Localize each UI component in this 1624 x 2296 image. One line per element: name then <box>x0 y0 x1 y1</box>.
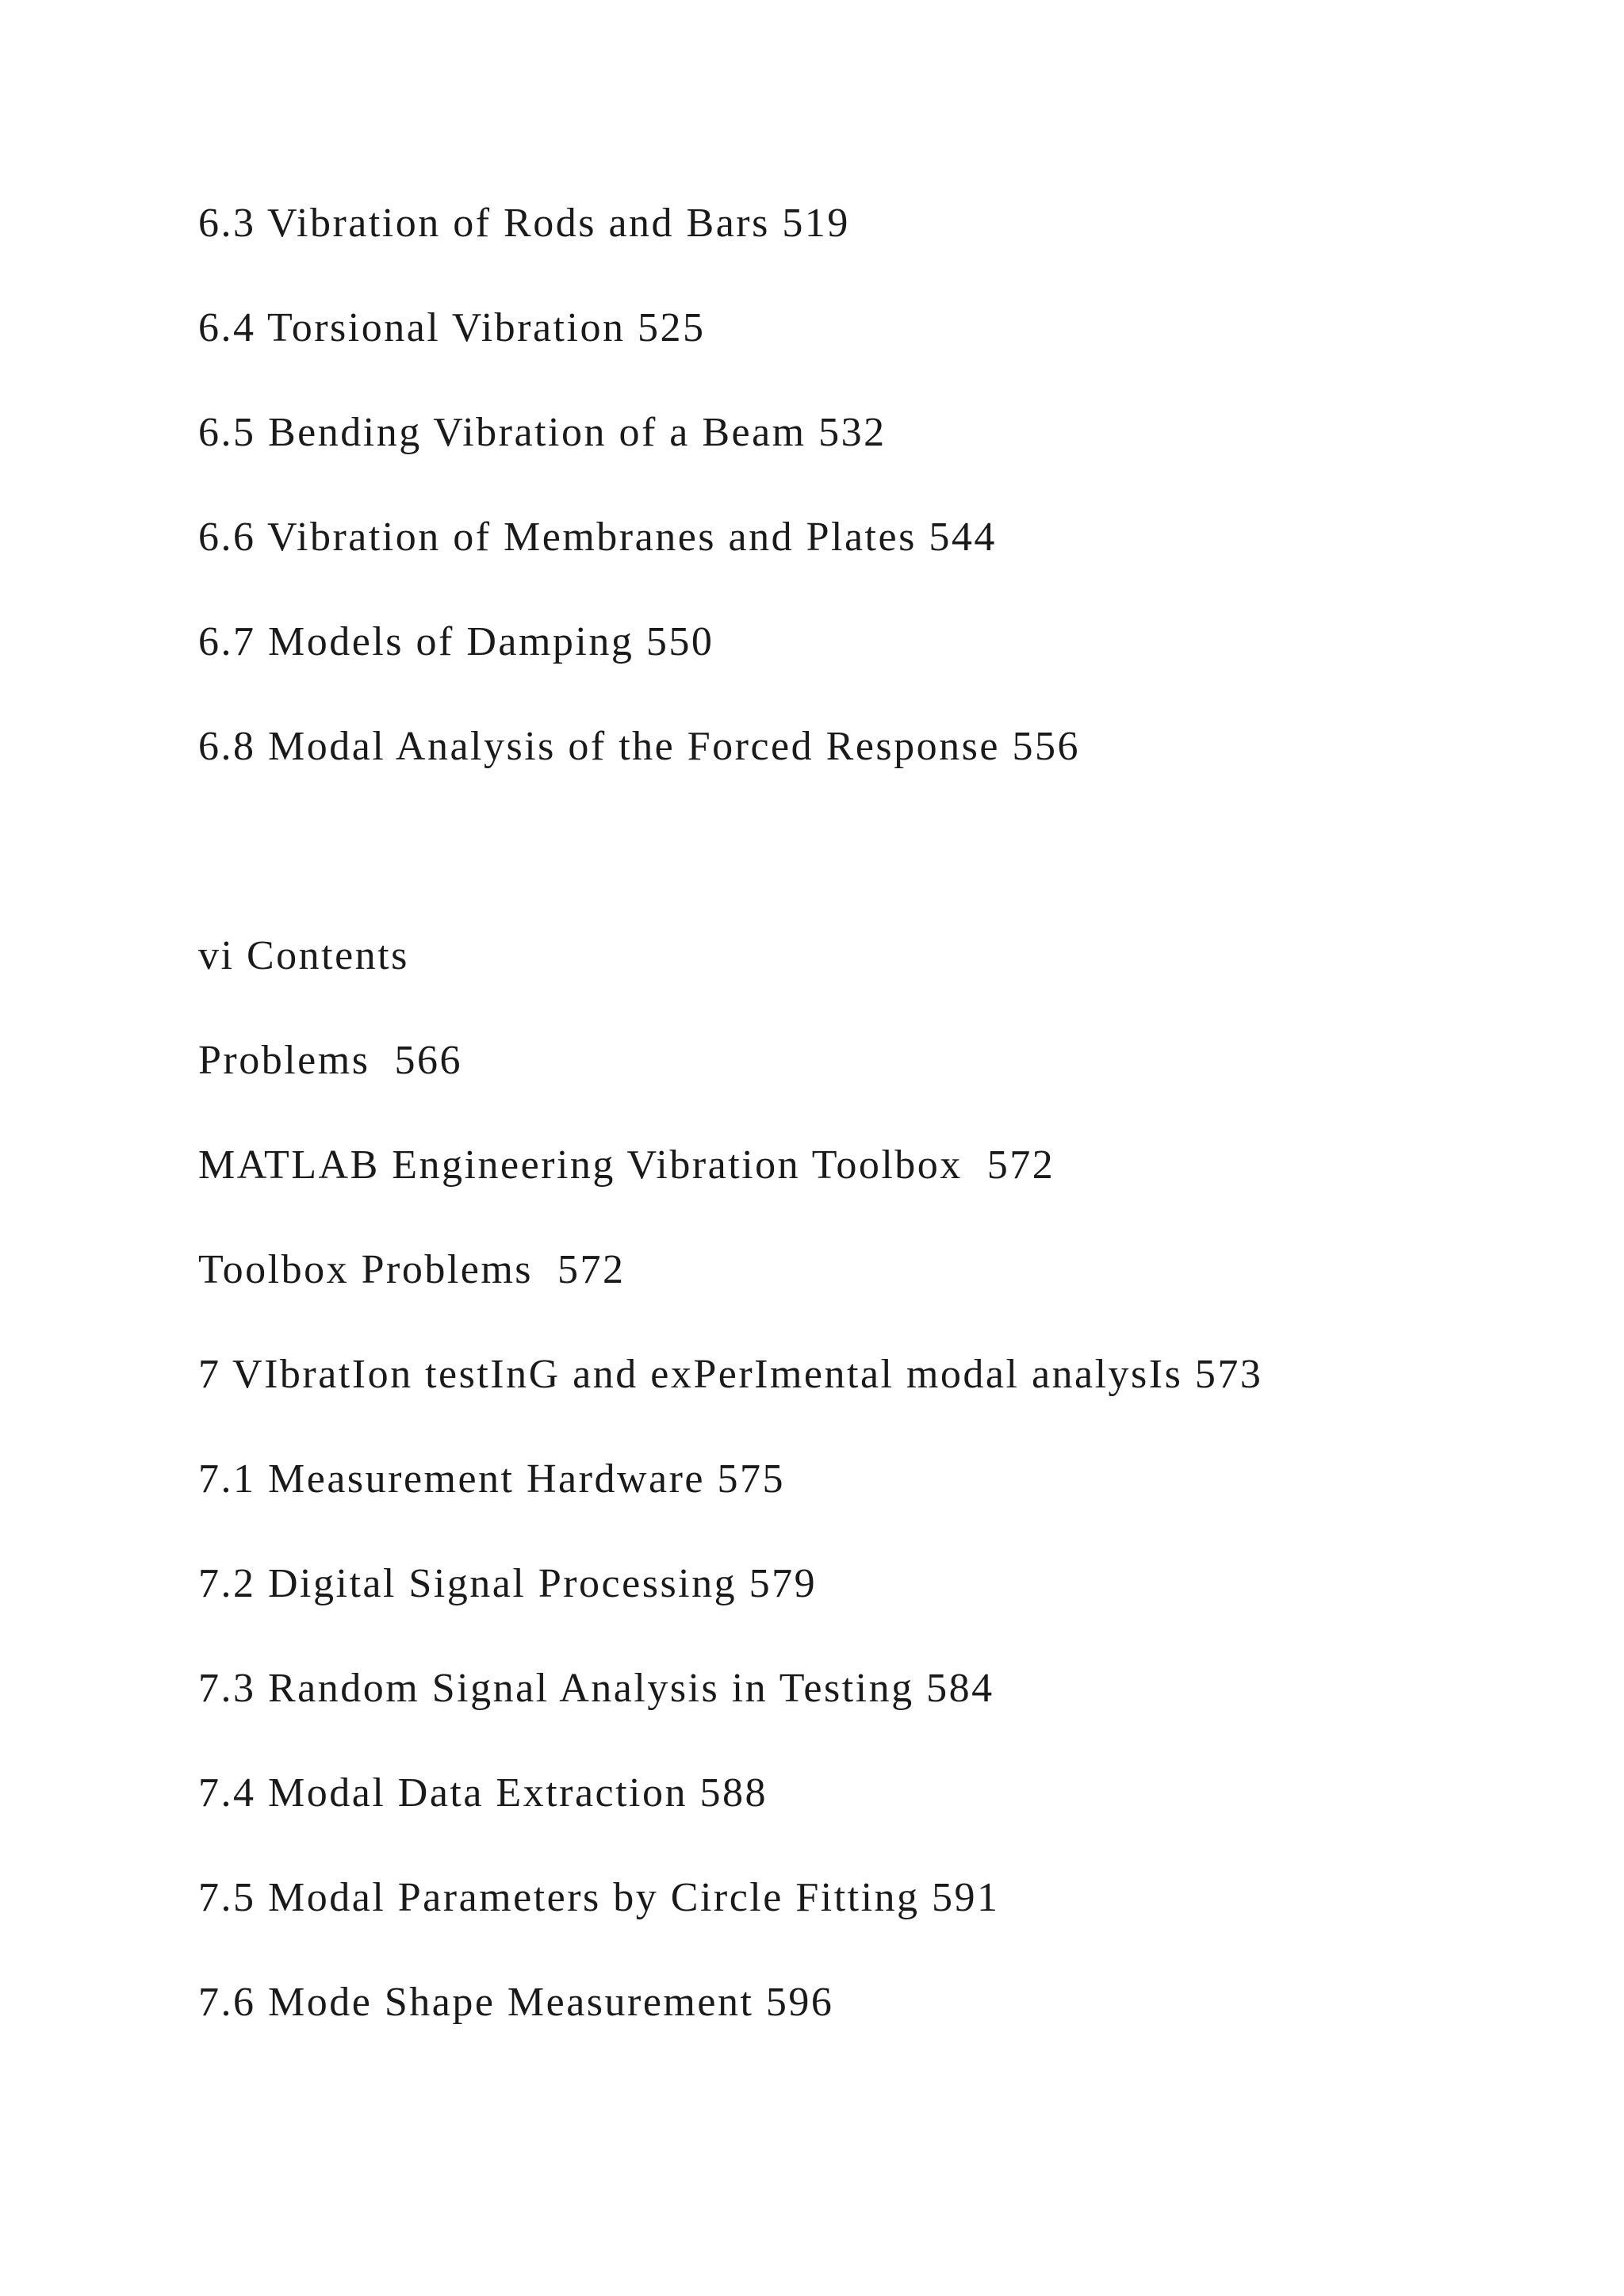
toc-entry-6-3: 6.3 Vibration of Rods and Bars 519 <box>198 201 850 246</box>
toc-entry-6-4: 6.4 Torsional Vibration 525 <box>198 305 706 350</box>
toc-entry-7-6: 7.6 Mode Shape Measurement 596 <box>198 1980 834 2025</box>
toc-entry-7-1: 7.1 Measurement Hardware 575 <box>198 1456 785 1502</box>
toc-entry-chapter-7: 7 VIbratIon testInG and exPerImental modal analysIs 573 <box>198 1352 1263 1397</box>
toc-entry-7-2: 7.2 Digital Signal Processing 579 <box>198 1561 818 1606</box>
toc-entry-6-8: 6.8 Modal Analysis of the Forced Response 556 <box>198 724 1080 769</box>
page-header: vi Contents <box>198 933 409 978</box>
toc-entry-7-5: 7.5 Modal Parameters by Circle Fitting 591 <box>198 1875 1000 1920</box>
toc-entry-7-3: 7.3 Random Signal Analysis in Testing 584 <box>198 1666 994 1711</box>
toc-entry-6-6: 6.6 Vibration of Membranes and Plates 544 <box>198 515 997 560</box>
toc-entry-problems: Problems 566 <box>198 1038 462 1083</box>
toc-entry-7-4: 7.4 Modal Data Extraction 588 <box>198 1770 768 1816</box>
toc-entry-6-5: 6.5 Bending Vibration of a Beam 532 <box>198 410 887 455</box>
toc-entry-toolbox-problems: Toolbox Problems 572 <box>198 1247 626 1292</box>
toc-entry-matlab-toolbox: MATLAB Engineering Vibration Toolbox 572 <box>198 1142 1055 1188</box>
toc-entry-6-7: 6.7 Models of Damping 550 <box>198 619 714 664</box>
